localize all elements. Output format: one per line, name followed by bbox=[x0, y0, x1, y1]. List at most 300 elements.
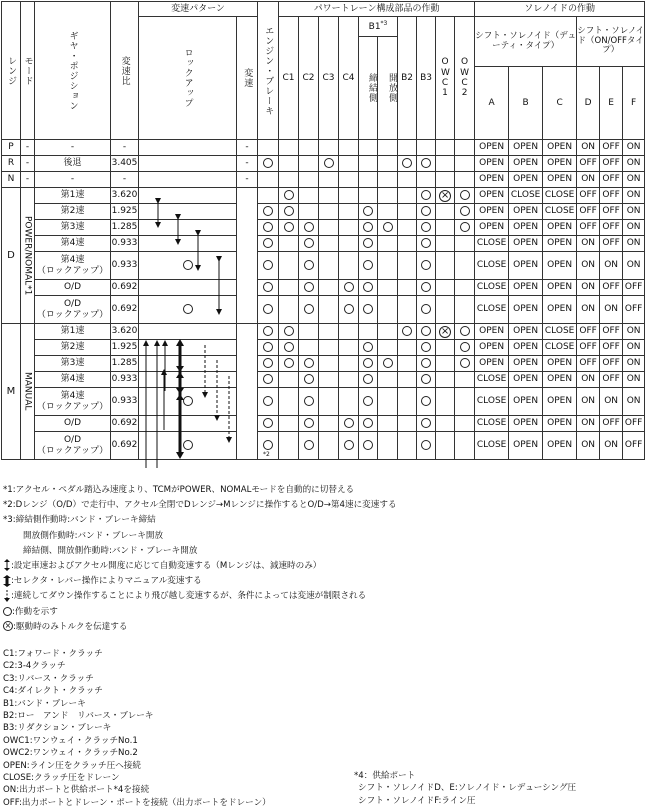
active-circle-icon bbox=[421, 396, 431, 406]
sol-c-cell: CLOSE bbox=[543, 204, 577, 220]
sol-d-cell: ON bbox=[577, 252, 600, 280]
sol-f-cell: OFF bbox=[623, 432, 645, 460]
gear-cell: 第4速 （ロックアップ） bbox=[35, 252, 111, 280]
active-circle-icon bbox=[284, 326, 294, 336]
sol-b-cell: OPEN bbox=[509, 280, 543, 296]
sol-e-cell: ON bbox=[600, 252, 623, 280]
active-circle-icon bbox=[421, 304, 431, 314]
sol-a-cell: OPEN bbox=[475, 324, 509, 340]
header-lockup: ロックアップ bbox=[139, 17, 237, 140]
gear-cell: O/D （ロックアップ） bbox=[35, 296, 111, 324]
sol-c-cell: OPEN bbox=[543, 372, 577, 388]
sol-c-cell: OPEN bbox=[543, 156, 577, 172]
ratio-cell: 0.933 bbox=[111, 372, 139, 388]
supply-port-notes bbox=[354, 770, 576, 807]
note-skip-shift-text: :連続してダウン操作することにより飛び越し変速するが、条件によっては変速が制限される bbox=[11, 591, 367, 602]
sol-c-cell: OPEN bbox=[543, 220, 577, 236]
legend-b1: B1:バンド・ブレーキ bbox=[3, 698, 86, 709]
active-circle-icon bbox=[421, 374, 431, 384]
range-cell: R bbox=[2, 156, 21, 172]
shift-cell: - bbox=[237, 156, 258, 172]
sol-d-cell: OFF bbox=[577, 188, 600, 204]
mode-cell: - bbox=[21, 172, 35, 188]
sol-f-cell: ON bbox=[623, 388, 645, 416]
note-star2: *2:Dレンジ（O/D）で走行中、アクセル全閉でDレンジ→Mレンジに操作するとO/D→第4速に変速する bbox=[3, 500, 397, 511]
sol-b-cell: OPEN bbox=[509, 324, 543, 340]
ratio-cell: 0.692 bbox=[111, 296, 139, 324]
mode-cell: - bbox=[21, 140, 35, 156]
active-circle-icon bbox=[421, 418, 431, 428]
sol-e-cell: ON bbox=[600, 432, 623, 460]
header-owc2: OWC2 bbox=[455, 17, 475, 140]
header-c2: C2 bbox=[299, 17, 319, 140]
table-row-n bbox=[2, 172, 645, 188]
mode-m-cell: MANUAL bbox=[21, 324, 35, 460]
header-solenoid: ソレノイドの作動 bbox=[475, 2, 645, 17]
lockup-cell bbox=[139, 140, 237, 156]
active-circle-icon bbox=[344, 282, 354, 292]
active-circle-icon bbox=[363, 238, 373, 248]
legend-c2: C2:3-4クラッチ bbox=[3, 661, 66, 672]
gear-cell: - bbox=[35, 140, 111, 156]
table-row-d1 bbox=[2, 188, 645, 204]
active-circle-icon bbox=[421, 440, 431, 450]
legend-off: OFF:出力ポートとドレーン・ポートを接続（出力ポートをドレーン） bbox=[3, 797, 271, 808]
active-circle-icon bbox=[460, 342, 470, 352]
table-row-d2 bbox=[2, 204, 645, 220]
gear-cell: 第2速 bbox=[35, 204, 111, 220]
sol-c-cell: CLOSE bbox=[543, 324, 577, 340]
sol-d-cell: ON bbox=[577, 296, 600, 324]
active-circle-icon bbox=[421, 206, 431, 216]
active-circle-icon bbox=[284, 342, 294, 352]
header-onoff-type: シフト・ソレノイド（ON/OFFタイプ） bbox=[577, 17, 645, 67]
sol-a-cell: OPEN bbox=[475, 340, 509, 356]
sol-b-cell: OPEN bbox=[509, 252, 543, 280]
header-b1-label: B1 bbox=[368, 21, 381, 32]
note-auto-shift bbox=[3, 559, 639, 574]
ratio-cell: 1.925 bbox=[111, 204, 139, 220]
header-engine-brake: エンジン・ブレーキ bbox=[258, 2, 279, 140]
header-b1 bbox=[359, 17, 398, 37]
sol-b-cell: OPEN bbox=[509, 204, 543, 220]
header-c4: C4 bbox=[339, 17, 359, 140]
active-circle-icon bbox=[263, 282, 273, 292]
sol-d-cell: OFF bbox=[577, 220, 600, 236]
active-circle-icon bbox=[263, 396, 273, 406]
ratio-cell: 0.933 bbox=[111, 252, 139, 280]
sol-a-cell: CLOSE bbox=[475, 388, 509, 416]
range-d-cell: D bbox=[2, 188, 21, 324]
sol-a-cell: OPEN bbox=[475, 188, 509, 204]
active-circle-icon bbox=[421, 222, 431, 232]
header-release-side: 開放側 bbox=[378, 37, 398, 140]
sol-e-cell: OFF bbox=[600, 156, 623, 172]
table-row-m-od-lockup bbox=[2, 432, 645, 460]
legend-on: ON:出力ポートと供給ポート*4を接続 bbox=[3, 785, 150, 796]
active-circle-icon bbox=[344, 304, 354, 314]
table-row-m1 bbox=[2, 324, 645, 340]
port-note-title: *4：供給ポート bbox=[354, 771, 416, 781]
active-circle-icon bbox=[263, 260, 273, 270]
sol-b-cell: OPEN bbox=[509, 156, 543, 172]
sol-d-cell: ON bbox=[577, 432, 600, 460]
sol-f-cell: ON bbox=[623, 188, 645, 204]
ratio-cell: 0.933 bbox=[111, 236, 139, 252]
operation-table bbox=[1, 1, 645, 460]
sol-e-cell: ON bbox=[600, 296, 623, 324]
sol-c-cell: OPEN bbox=[543, 252, 577, 280]
star2-label: *2 bbox=[263, 450, 270, 458]
header-gear-position: ギヤ・ポジション bbox=[35, 2, 111, 140]
ratio-cell: 1.285 bbox=[111, 356, 139, 372]
sol-a-cell: OPEN bbox=[475, 172, 509, 188]
active-circle-icon bbox=[183, 440, 193, 450]
active-circle-icon bbox=[3, 607, 12, 616]
gear-cell: O/D bbox=[35, 416, 111, 432]
range-cell: N bbox=[2, 172, 21, 188]
active-circle-icon bbox=[363, 342, 373, 352]
header-sol-b: B bbox=[509, 67, 543, 140]
gear-cell: 第4速 （ロックアップ） bbox=[35, 388, 111, 416]
note-auto-shift-text: :設定車速およびアクセル開度に応じて自動変速する（Mレンジは、減速時のみ） bbox=[11, 560, 322, 571]
active-circle-icon bbox=[421, 326, 431, 336]
active-circle-icon bbox=[363, 260, 373, 270]
sol-c-cell: CLOSE bbox=[543, 340, 577, 356]
sol-b-cell: OPEN bbox=[509, 388, 543, 416]
sol-b-cell: OPEN bbox=[509, 236, 543, 252]
legend-open: OPEN:ライン圧をクラッチ圧へ接続 bbox=[3, 760, 141, 771]
header-sol-c: C bbox=[543, 67, 577, 140]
range-cell: P bbox=[2, 140, 21, 156]
thick-double-arrow-icon bbox=[3, 575, 11, 587]
active-circle-icon bbox=[263, 358, 273, 368]
active-circle-icon bbox=[304, 358, 314, 368]
legend-b2: B2:ロー アンド リバース・ブレーキ bbox=[3, 710, 154, 721]
active-circle-icon bbox=[304, 238, 314, 248]
note-drive-only-text: :駆動時のみトルクを伝達する bbox=[13, 621, 128, 632]
active-circle-icon bbox=[383, 222, 393, 232]
sol-f-cell: ON bbox=[623, 324, 645, 340]
ratio-cell: 3.405 bbox=[111, 156, 139, 172]
header-range: レンジ bbox=[2, 2, 21, 140]
active-circle-icon bbox=[304, 304, 314, 314]
shift-cell: - bbox=[237, 140, 258, 156]
sol-d-cell: OFF bbox=[577, 156, 600, 172]
legend-section bbox=[3, 648, 271, 809]
sol-a-cell: CLOSE bbox=[475, 296, 509, 324]
sol-e-cell: ON bbox=[600, 388, 623, 416]
legend-c3: C3:リバース・クラッチ bbox=[3, 673, 94, 684]
sol-f-cell: ON bbox=[623, 204, 645, 220]
header-duty-type: シフト・ソレノイド（デューティ・タイプ） bbox=[475, 17, 577, 67]
sol-a-cell: OPEN bbox=[475, 220, 509, 236]
sol-b-cell: OPEN bbox=[509, 140, 543, 156]
sol-f-cell: ON bbox=[623, 356, 645, 372]
header-c3: C3 bbox=[319, 17, 339, 140]
active-circle-icon bbox=[363, 374, 373, 384]
sol-a-cell: CLOSE bbox=[475, 416, 509, 432]
header-ratio: 変速比 bbox=[111, 2, 139, 140]
table-row-d3 bbox=[2, 220, 645, 236]
active-circle-icon bbox=[421, 158, 431, 168]
sol-e-cell: OFF bbox=[600, 220, 623, 236]
port-note-f: シフト・ソレノイドF:ライン圧 bbox=[358, 795, 476, 806]
note-star3: *3:締結側作動時:バンド・ブレーキ締結 bbox=[3, 515, 156, 526]
port-note-de: シフト・ソレノイドD、E:ソレノイド・レデューシング圧 bbox=[358, 783, 577, 794]
sol-a-cell: OPEN bbox=[475, 140, 509, 156]
d-shift-pattern-cell bbox=[237, 188, 258, 324]
active-circle-icon bbox=[363, 440, 373, 450]
ratio-cell: - bbox=[111, 172, 139, 188]
table-row-m2 bbox=[2, 340, 645, 356]
active-circle-icon bbox=[263, 374, 273, 384]
active-circle-icon bbox=[284, 206, 294, 216]
header-c1: C1 bbox=[279, 17, 299, 140]
table-row-m-od bbox=[2, 416, 645, 432]
header-sol-d: D bbox=[577, 67, 600, 140]
header-engage-side: 締結側 bbox=[359, 37, 378, 140]
active-circle-icon bbox=[363, 418, 373, 428]
ratio-cell: - bbox=[111, 140, 139, 156]
sol-e-cell: OFF bbox=[600, 356, 623, 372]
sol-b-cell: OPEN bbox=[509, 296, 543, 324]
header-sol-f: F bbox=[623, 67, 645, 140]
active-circle-icon bbox=[284, 222, 294, 232]
sol-c-cell: CLOSE bbox=[543, 188, 577, 204]
sol-b-cell: OPEN bbox=[509, 372, 543, 388]
sol-f-cell: ON bbox=[623, 156, 645, 172]
sol-d-cell: ON bbox=[577, 388, 600, 416]
sol-f-cell: OFF bbox=[623, 280, 645, 296]
notes-section bbox=[3, 483, 639, 635]
table-row-p bbox=[2, 140, 645, 156]
header-shift-pattern: 変速パターン bbox=[139, 2, 258, 17]
active-circle-icon bbox=[363, 222, 373, 232]
sol-d-cell: OFF bbox=[577, 356, 600, 372]
drive-only-circle-x-icon: × bbox=[440, 325, 450, 337]
active-circle-icon bbox=[263, 418, 273, 428]
note-manual-shift-text: :セレクタ・レバー操作によりマニュアル変速する bbox=[11, 576, 202, 587]
ratio-cell: 1.285 bbox=[111, 220, 139, 236]
sol-e-cell: OFF bbox=[600, 204, 623, 220]
note-manual-shift bbox=[3, 574, 639, 589]
sol-e-cell: OFF bbox=[600, 416, 623, 432]
sol-e-cell: OFF bbox=[600, 172, 623, 188]
active-circle-icon bbox=[460, 326, 470, 336]
sol-a-cell: CLOSE bbox=[475, 280, 509, 296]
sol-f-cell: ON bbox=[623, 340, 645, 356]
active-circle-icon bbox=[183, 396, 193, 406]
note-skip-shift bbox=[3, 589, 639, 604]
header-sol-a: A bbox=[475, 67, 509, 140]
gear-cell: 第1速 bbox=[35, 188, 111, 204]
active-circle-icon bbox=[263, 222, 273, 232]
sol-c-cell: OPEN bbox=[543, 296, 577, 324]
sol-c-cell: OPEN bbox=[543, 356, 577, 372]
active-circle-icon bbox=[263, 342, 273, 352]
sol-a-cell: CLOSE bbox=[475, 432, 509, 460]
active-circle-icon bbox=[363, 206, 373, 216]
sol-a-cell: CLOSE bbox=[475, 236, 509, 252]
table-row-m3 bbox=[2, 356, 645, 372]
note-drive-only bbox=[3, 620, 639, 635]
gear-cell: 第4速 bbox=[35, 372, 111, 388]
ratio-cell: 0.692 bbox=[111, 280, 139, 296]
sol-a-cell: OPEN bbox=[475, 204, 509, 220]
gear-cell: - bbox=[35, 172, 111, 188]
sol-d-cell: OFF bbox=[577, 204, 600, 220]
active-circle-icon bbox=[460, 206, 470, 216]
sol-b-cell: OPEN bbox=[509, 340, 543, 356]
gear-cell: 第1速 bbox=[35, 324, 111, 340]
table-row-d4 bbox=[2, 236, 645, 252]
sol-b-cell: OPEN bbox=[509, 432, 543, 460]
legend-owc1: OWC1:ワンウェイ・クラッチNo.1 bbox=[3, 735, 138, 746]
active-circle-icon bbox=[304, 222, 314, 232]
sol-d-cell: ON bbox=[577, 172, 600, 188]
note-star3-both: 締結側、開放側作動時:バンド・ブレーキ開放 bbox=[23, 545, 198, 556]
active-circle-icon bbox=[263, 158, 273, 168]
active-circle-icon bbox=[304, 374, 314, 384]
active-circle-icon bbox=[363, 358, 373, 368]
active-circle-icon bbox=[421, 260, 431, 270]
active-circle-icon bbox=[363, 396, 373, 406]
gear-cell: O/D （ロックアップ） bbox=[35, 432, 111, 460]
active-circle-icon bbox=[304, 440, 314, 450]
sol-b-cell: OPEN bbox=[509, 220, 543, 236]
sol-f-cell: ON bbox=[623, 172, 645, 188]
active-circle-icon bbox=[460, 358, 470, 368]
sol-c-cell: OPEN bbox=[543, 388, 577, 416]
sol-f-cell: ON bbox=[623, 252, 645, 280]
gear-cell: O/D bbox=[35, 280, 111, 296]
active-circle-icon bbox=[363, 282, 373, 292]
sol-f-cell: OFF bbox=[623, 296, 645, 324]
sol-c-cell: OPEN bbox=[543, 172, 577, 188]
sol-d-cell: ON bbox=[577, 280, 600, 296]
sol-e-cell: OFF bbox=[600, 340, 623, 356]
operation-table-wrapper bbox=[1, 1, 643, 460]
sol-c-cell: OPEN bbox=[543, 280, 577, 296]
active-circle-icon bbox=[402, 326, 412, 336]
sol-a-cell: CLOSE bbox=[475, 252, 509, 280]
header-sol-e: E bbox=[600, 67, 623, 140]
ratio-cell: 3.620 bbox=[111, 324, 139, 340]
active-circle-icon bbox=[421, 342, 431, 352]
active-circle-icon bbox=[304, 396, 314, 406]
ratio-cell: 3.620 bbox=[111, 188, 139, 204]
legend-c4: C4:ダイレクト・クラッチ bbox=[3, 686, 103, 697]
header-mode: モード bbox=[21, 2, 35, 140]
sol-f-cell: OFF bbox=[623, 416, 645, 432]
sol-f-cell: ON bbox=[623, 236, 645, 252]
active-circle-icon bbox=[183, 304, 193, 314]
ratio-cell: 0.692 bbox=[111, 416, 139, 432]
active-circle-icon bbox=[460, 222, 470, 232]
table-row-m4-lockup bbox=[2, 388, 645, 416]
active-circle-icon bbox=[263, 206, 273, 216]
sol-c-cell: OPEN bbox=[543, 416, 577, 432]
sol-c-cell: OPEN bbox=[543, 140, 577, 156]
active-circle-icon bbox=[344, 418, 354, 428]
active-circle-icon bbox=[304, 418, 314, 428]
header-b3: B3 bbox=[417, 17, 436, 140]
table-row-d-od-lockup bbox=[2, 296, 645, 324]
note-star1: *1:アクセル・ペダル踏込み速度より、TCMがPOWER、NOMALモードを自動的に切替える bbox=[3, 485, 355, 495]
active-circle-icon bbox=[263, 304, 273, 314]
active-circle-icon bbox=[304, 260, 314, 270]
table-row-m4 bbox=[2, 372, 645, 388]
sol-c-cell: OPEN bbox=[543, 236, 577, 252]
sol-a-cell: OPEN bbox=[475, 356, 509, 372]
active-circle-icon bbox=[383, 358, 393, 368]
m-shift-pattern-cell bbox=[237, 324, 270, 460]
active-circle-icon bbox=[284, 190, 294, 200]
note-star3-release: 開放側作動時:バンド・ブレーキ開放 bbox=[23, 530, 164, 541]
table-row-d-od bbox=[2, 280, 645, 296]
active-circle-icon bbox=[421, 190, 431, 200]
header-shift: 変速 bbox=[237, 17, 258, 140]
sol-d-cell: OFF bbox=[577, 340, 600, 356]
active-circle-icon bbox=[421, 358, 431, 368]
sol-a-cell: CLOSE bbox=[475, 372, 509, 388]
active-circle-icon bbox=[263, 238, 273, 248]
legend-close: CLOSE:クラッチ圧をドレーン bbox=[3, 772, 120, 783]
lockup-cell bbox=[139, 172, 237, 188]
note-active bbox=[3, 605, 639, 620]
header-powertrain: パワートレーン構成部品の作動 bbox=[279, 2, 475, 17]
sol-e-cell: OFF bbox=[600, 188, 623, 204]
sol-b-cell: OPEN bbox=[509, 172, 543, 188]
sol-d-cell: ON bbox=[577, 372, 600, 388]
active-circle-icon bbox=[263, 326, 273, 336]
legend-c1: C1:フォワード・クラッチ bbox=[3, 649, 103, 659]
active-circle-icon bbox=[183, 260, 193, 270]
drive-only-circle-x-icon: × bbox=[440, 189, 450, 201]
range-m-cell: M bbox=[2, 324, 21, 460]
sol-b-cell: OPEN bbox=[509, 416, 543, 432]
active-circle-icon bbox=[304, 282, 314, 292]
table-row-d4-lockup bbox=[2, 252, 645, 280]
active-circle-icon bbox=[421, 282, 431, 292]
sol-d-cell: ON bbox=[577, 416, 600, 432]
sol-f-cell: ON bbox=[623, 140, 645, 156]
gear-cell: 第2速 bbox=[35, 340, 111, 356]
sol-e-cell: OFF bbox=[600, 140, 623, 156]
header-b1-sup: *3 bbox=[380, 19, 388, 27]
sol-a-cell: OPEN bbox=[475, 156, 509, 172]
active-circle-icon bbox=[402, 158, 412, 168]
header-owc1: OWC1 bbox=[436, 17, 455, 140]
sol-d-cell: ON bbox=[577, 140, 600, 156]
sol-f-cell: ON bbox=[623, 220, 645, 236]
sol-e-cell: OFF bbox=[600, 280, 623, 296]
mode-d-cell: POWER/NOMAL*1 bbox=[21, 188, 35, 324]
header-b2: B2 bbox=[398, 17, 417, 140]
sol-c-cell: OPEN bbox=[543, 432, 577, 460]
active-circle-icon bbox=[324, 158, 334, 168]
active-circle-icon bbox=[363, 304, 373, 314]
legend-owc2: OWC2:ワンウェイ・クラッチNo.2 bbox=[3, 748, 138, 759]
lockup-cell bbox=[139, 156, 237, 172]
sol-f-cell: ON bbox=[623, 372, 645, 388]
ratio-cell: 0.692 bbox=[111, 432, 139, 460]
sol-e-cell: OFF bbox=[600, 236, 623, 252]
sol-e-cell: OFF bbox=[600, 372, 623, 388]
thin-double-arrow-icon bbox=[3, 559, 11, 571]
sol-e-cell: OFF bbox=[600, 324, 623, 340]
